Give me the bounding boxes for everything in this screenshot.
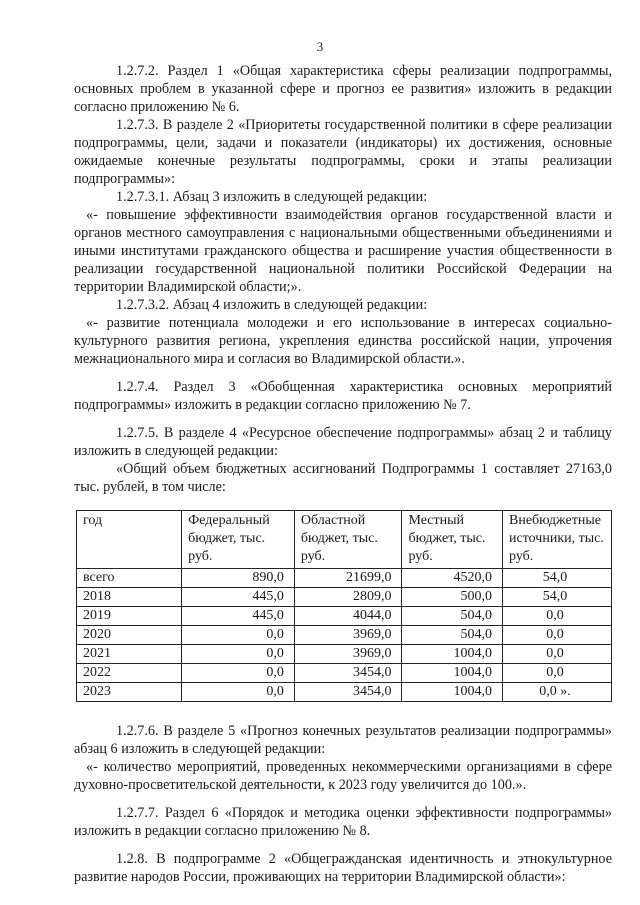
cell-federal: 0,0	[182, 645, 295, 664]
cell-year: 2018	[77, 588, 182, 607]
quote-abzac-6: «- количество мероприятий, проведенных некоммерческими организациями в сфере духовно-просветительской деятельности, к 2023 году увеличится до 100.».	[74, 759, 612, 793]
table-row	[77, 607, 612, 626]
cell-local: 1004,0	[402, 683, 503, 702]
cell-regional: 3969,0	[294, 645, 402, 664]
cell-year: 2021	[77, 645, 182, 664]
cell-local: 504,0	[402, 607, 503, 626]
cell-extrabudgetary: 0,0	[503, 626, 612, 645]
cell-regional: 2809,0	[294, 588, 402, 607]
paragraph-1-2-7-5: 1.2.7.5. В разделе 4 «Ресурсное обеспечение подпрограммы» абзац 2 и таблицу изложить в следующей редакции:	[74, 425, 612, 459]
cell-local: 504,0	[402, 626, 503, 645]
cell-regional: 3969,0	[294, 626, 402, 645]
header-year: год	[77, 511, 182, 569]
cell-regional: 4044,0	[294, 607, 402, 626]
header-regional: Областной бюджет, тыс. руб.	[294, 511, 402, 569]
cell-local: 4520,0	[402, 569, 503, 588]
quote-budget-total: «Общий объем бюджетных ассигнований Подпрограммы 1 составляет 27163,0 тыс. рублей, в том числе:	[74, 461, 612, 495]
paragraph-1-2-7-7: 1.2.7.7. Раздел 6 «Порядок и методика оценки эффективности подпрограммы» изложить в редакции согласно приложению № 8.	[74, 805, 612, 839]
cell-year: 2022	[77, 664, 182, 683]
table-row	[77, 664, 612, 683]
paragraph-1-2-7-3-1: 1.2.7.3.1. Абзац 3 изложить в следующей редакции:	[116, 189, 428, 205]
table-row	[77, 626, 612, 645]
paragraph-1-2-8: 1.2.8. В подпрограмме 2 «Общегражданская идентичность и этнокультурное развитие народов России, проживающих на территории Владимирской области»:	[74, 851, 612, 885]
paragraph-1-2-7-2: 1.2.7.2. Раздел 1 «Общая характеристика сферы реализации подпрограммы, основных проблем в указанной сфере и прогноз ее развития» изложить в редакции согласно приложению № 6.	[74, 63, 612, 115]
paragraph-1-2-7-4: 1.2.7.4. Раздел 3 «Обобщенная характеристика основных мероприятий подпрограммы» изложить в редакции согласно приложению № 7.	[74, 379, 612, 413]
table-row	[77, 569, 612, 588]
cell-local: 1004,0	[402, 645, 503, 664]
cell-federal: 0,0	[182, 683, 295, 702]
cell-extrabudgetary	[503, 683, 612, 702]
table-row	[77, 588, 612, 607]
table-row	[77, 645, 612, 664]
cell-year: всего	[77, 569, 182, 588]
cell-federal: 890,0	[182, 569, 295, 588]
header-local: Местный бюджет, тыс. руб.	[402, 511, 503, 569]
quote-abzac-3: «- повышение эффективности взаимодействия органов государственной власти и органов местного самоуправления с национальными общественными объединениями и иными институтами гражданского общества и расширение участия общественности в реализации государственной национальной политики Российской Федерации на территории Владимирской области;».	[74, 207, 612, 295]
cell-extrabudgetary: 54,0	[503, 569, 612, 588]
cell-federal: 0,0	[182, 664, 295, 683]
cell-extrabudgetary: 0,0	[503, 607, 612, 626]
paragraph-1-2-7-3: 1.2.7.3. В разделе 2 «Приоритеты государственной политики в сфере реализации подпрограммы, цели, задачи и показатели (индикаторы) их достижения, основные ожидаемые конечные результаты подпрограммы, сроки и этапы реализации подпрограммы»:	[74, 117, 612, 187]
page-number: 3	[316, 39, 324, 54]
cell-extrabudgetary: 0,0	[503, 645, 612, 664]
cell-federal: 445,0	[182, 607, 295, 626]
cell-local: 1004,0	[402, 664, 503, 683]
cell-regional: 3454,0	[294, 683, 402, 702]
funding-table	[76, 510, 612, 702]
cell-federal: 445,0	[182, 588, 295, 607]
table-header-row	[77, 511, 612, 569]
cell-regional: 21699,0	[294, 569, 402, 588]
quote-abzac-4: «- развитие потенциала молодежи и его использование в интересах социально-культурного развития региона, укрепления единства российской нации, упрочения межнационального мира и согласия во Владимирской области.».	[74, 315, 612, 367]
header-federal: Федеральный бюджет, тыс. руб.	[182, 511, 295, 569]
cell-local: 500,0	[402, 588, 503, 607]
cell-regional: 3454,0	[294, 664, 402, 683]
cell-year: 2019	[77, 607, 182, 626]
document-body	[74, 62, 612, 886]
paragraph-1-2-7-3-2: 1.2.7.3.2. Абзац 4 изложить в следующей редакции:	[116, 297, 428, 313]
table-row	[77, 683, 612, 702]
cell-extrabudgetary: 54,0	[503, 588, 612, 607]
cell-year: 2020	[77, 626, 182, 645]
cell-extrabudgetary: 0,0	[503, 664, 612, 683]
cell-value: 0,0	[539, 684, 557, 699]
table-closing-quote: ».	[560, 684, 571, 699]
cell-year: 2023	[77, 683, 182, 702]
cell-federal: 0,0	[182, 626, 295, 645]
header-extrabudgetary: Внебюджетные источники, тыс. руб.	[503, 511, 612, 569]
paragraph-1-2-7-6: 1.2.7.6. В разделе 5 «Прогноз конечных результатов реализации подпрограммы» абзац 6 изложить в следующей редакции:	[74, 723, 612, 757]
